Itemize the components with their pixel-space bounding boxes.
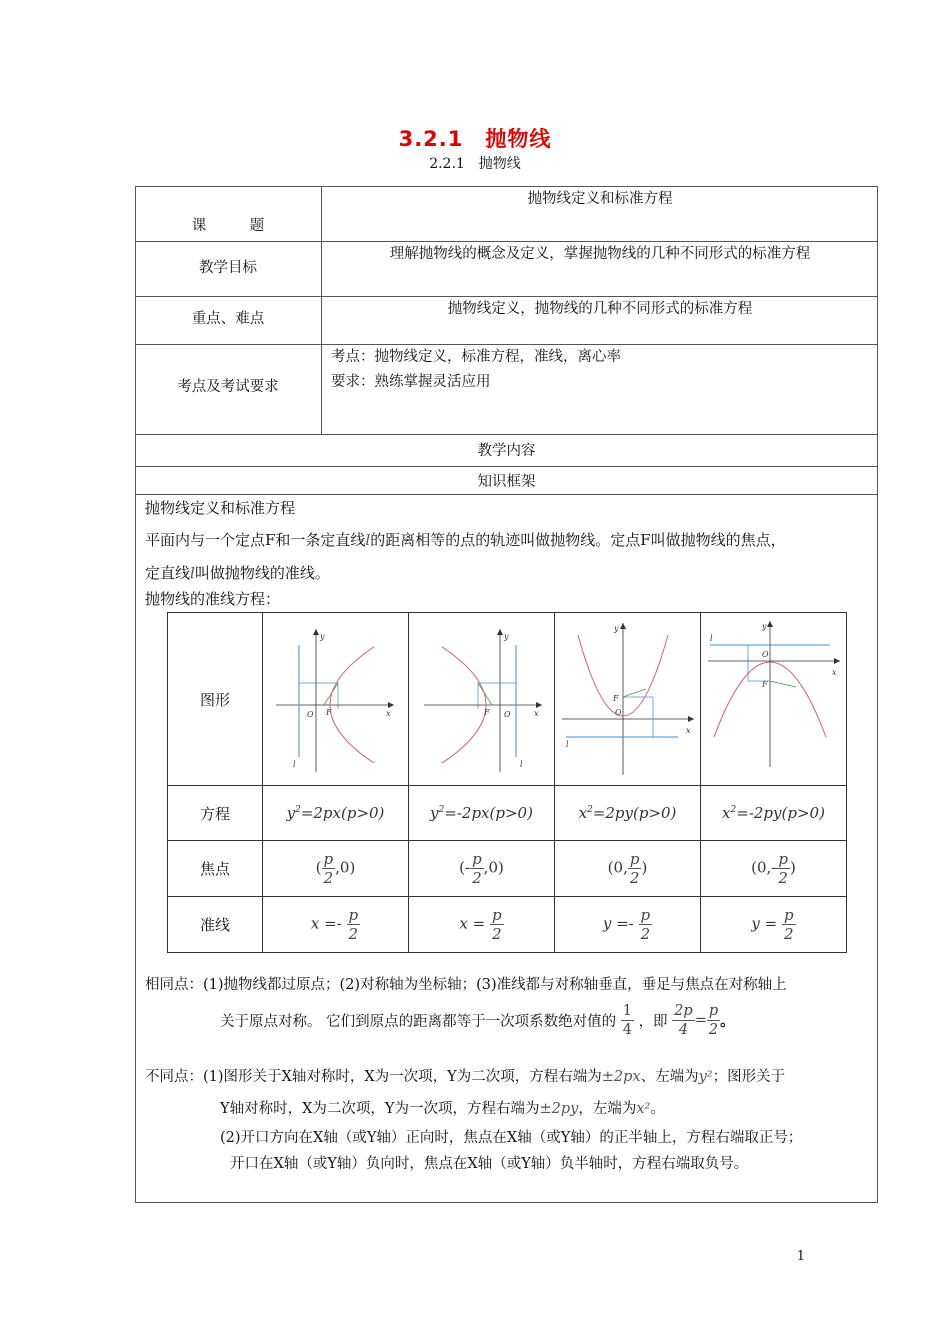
difference-line-4: 开口在X轴（或Y轴）负向时，焦点在X轴（或Y轴）负半轴时，方程右端取负号。 <box>230 1156 749 1172</box>
origin-label: O <box>503 710 511 719</box>
directrix-up: y =- $\frac{p}{2}$ <box>555 897 701 953</box>
directrix-right: x =- $\frac{p}{2}$ <box>263 897 409 953</box>
definition-text-c: 定直线 <box>145 564 191 582</box>
y-axis-label: y <box>761 622 767 631</box>
row-label-graph: 图形 <box>168 613 263 786</box>
directrix-down: y = $\frac{p}{2}$ <box>701 897 847 953</box>
label-goal: 教学目标 <box>199 260 257 276</box>
x-axis-label: x <box>385 709 391 718</box>
equation-up: $x^2=2py(p>0)$ <box>555 786 701 841</box>
similarity-line-1: 相同点：(1)抛物线都过原点；(2)对称轴为坐标轴；(3)准线都与对称轴垂直，垂足与焦点在对称轴上 <box>145 977 787 993</box>
x-axis-label: x <box>831 668 837 677</box>
focus-label: F <box>761 680 768 689</box>
equation-right: $y^2=2px(p>0)$ <box>263 786 409 841</box>
focus-left: (- $\frac{p}{2}$ ,0) <box>409 841 555 897</box>
x-axis-label: x <box>533 709 539 718</box>
row-label-focus: 焦点 <box>168 841 263 897</box>
parabola-right-graph <box>266 617 406 777</box>
y-axis-label: y <box>613 624 619 633</box>
value-exam-line2: 要求：熟练掌握灵活应用 <box>331 374 491 390</box>
value-exam-line1: 考点：抛物线定义，标准方程，准线，离心率 <box>331 349 621 365</box>
graph-cell-left <box>409 613 555 786</box>
parabola-left-graph <box>412 617 552 777</box>
focus-right: ( $\frac{p}{2}$ ,0) <box>263 841 409 897</box>
equation-down: $x^2=-2py(p>0)$ <box>701 786 847 841</box>
y-axis-label: y <box>319 632 325 641</box>
definition-line-1 <box>145 529 786 550</box>
focus-label: F <box>325 708 332 717</box>
row-label-equation: 方程 <box>168 786 263 841</box>
section-heading: 教学内容 <box>477 443 536 459</box>
focus-label: F <box>612 694 619 703</box>
page-title: 3.2.1 抛物线 <box>398 127 552 151</box>
parabola-up-graph <box>558 617 698 777</box>
directrix-label: l <box>292 760 296 769</box>
parabola-down-graph <box>704 617 844 777</box>
row-divider <box>135 434 878 435</box>
similarity-line-2: 关于原点对称。 它们到原点的距离都等于一次项系数绝对值的 $\frac{1}{4}$ ，即 $\frac{2p}{4}$ = $\frac{p}{2}$ 。 <box>220 1003 735 1038</box>
page-number: 1 <box>796 1249 805 1264</box>
label-exam: 考点及考试要求 <box>177 379 279 395</box>
focus-up: (0, $\frac{p}{2}$ ) <box>555 841 701 897</box>
graph-cell-right <box>263 613 409 786</box>
label-topic: 课 题 <box>191 218 265 234</box>
directrix-heading: 抛物线的准线方程： <box>145 590 281 608</box>
definition-text-d: 叫做抛物线的准线。 <box>194 564 330 582</box>
difference-line-2: Y轴对称时，X为二次项，Y为一次项，方程右端为±2py，左端为x²。 <box>220 1101 665 1117</box>
directrix-label: l <box>709 634 713 643</box>
definition-text-a: 平面内与一个定点F和一条定直线 <box>145 531 366 549</box>
focus-down: (0,- $\frac{p}{2}$ ) <box>701 841 847 897</box>
value-keypoints: 抛物线定义，抛物线的几种不同形式的标准方程 <box>447 301 753 317</box>
origin-label: O <box>614 708 622 717</box>
difference-line-1: 不同点：(1)图形关于X轴对称时，X为一次项，Y为二次项，方程右端为±2px、左端为y²；图形关于 <box>145 1069 786 1085</box>
directrix-label: l <box>565 740 569 749</box>
x-axis-label: x <box>685 726 691 735</box>
topic-heading: 抛物线定义和标准方程 <box>145 499 296 517</box>
directrix-left: x = $\frac{p}{2}$ <box>409 897 555 953</box>
origin-label: O <box>761 650 769 659</box>
origin-label: O <box>306 710 314 719</box>
value-topic: 抛物线定义和标准方程 <box>527 191 673 207</box>
equation-left: $y^2=-2px(p>0)$ <box>409 786 555 841</box>
parabola-table <box>167 612 847 953</box>
difference-line-3: (2)开口方向在X轴（或Y轴）正向时，焦点在X轴（或Y轴）的正半轴上，方程右端取正号； <box>220 1130 803 1146</box>
directrix-label: l <box>519 760 523 769</box>
graph-cell-up <box>555 613 701 786</box>
graph-cell-down <box>701 613 847 786</box>
definition-l-symbol: l <box>190 564 195 582</box>
definition-text-b: 的距离相等的点的轨迹叫做抛物线。定点F叫做抛物线的焦点， <box>370 531 786 549</box>
definition-line-2 <box>145 562 330 583</box>
value-goal: 理解抛物线的概念及定义，掌握抛物线的几种不同形式的标准方程 <box>389 246 811 262</box>
page-subtitle: 2.2.1 抛物线 <box>429 156 521 172</box>
sub-heading: 知识框架 <box>477 474 536 490</box>
definition-l-symbol: l <box>365 531 371 549</box>
y-axis-label: y <box>503 632 509 641</box>
row-divider <box>135 494 878 495</box>
focus-label: F <box>483 708 490 717</box>
row-label-directrix: 准线 <box>168 897 263 953</box>
row-divider <box>135 466 878 467</box>
label-keypoints: 重点、难点 <box>191 311 265 327</box>
